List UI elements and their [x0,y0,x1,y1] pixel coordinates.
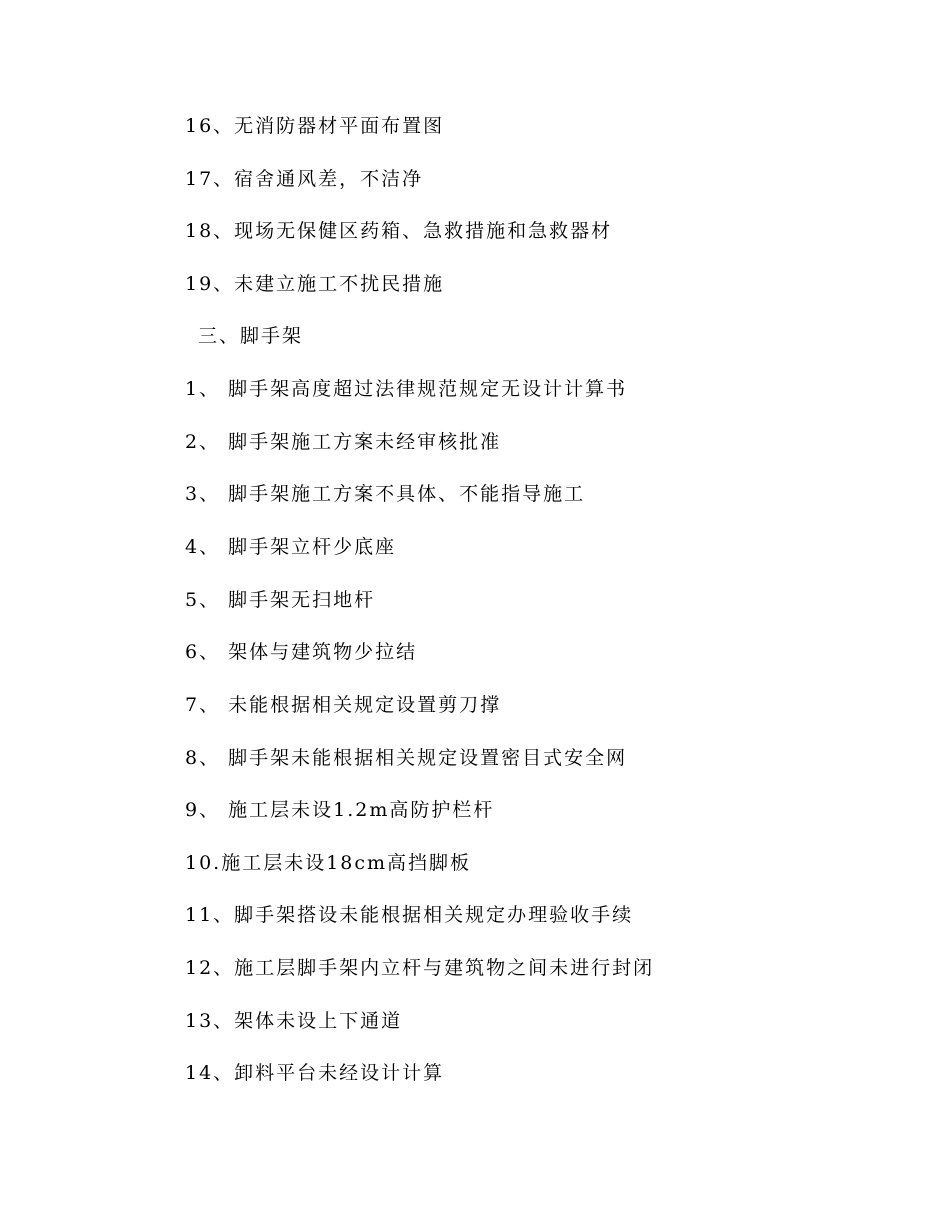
list-item-7: 7、 未能根据相关规定设置剪刀撑 [185,694,502,716]
list-item-9: 9、 施工层未设1.2m高防护栏杆 [185,799,495,821]
list-item-10: 10.施工层未设18cm高挡脚板 [185,852,472,874]
list-item-4: 4、 脚手架立杆少底座 [185,536,397,558]
list-item-18: 18、现场无保健区药箱、急救措施和急救器材 [185,220,613,242]
list-item-13: 13、架体未设上下通道 [185,1010,403,1032]
list-item-8: 8、 脚手架未能根据相关规定设置密目式安全网 [185,747,628,769]
section-heading-scaffolding: 三、脚手架 [198,325,304,347]
list-item-11: 11、脚手架搭设未能根据相关规定办理验收手续 [185,904,634,926]
list-item-16: 16、无消防器材平面布置图 [185,115,445,137]
list-item-5: 5、 脚手架无扫地杆 [185,589,376,611]
list-item-12: 12、施工层脚手架内立杆与建筑物之间未进行封闭 [185,957,655,979]
list-item-6: 6、 架体与建筑物少拉结 [185,641,418,663]
list-item-1: 1、 脚手架高度超过法律规范规定无设计计算书 [185,378,628,400]
list-item-19: 19、未建立施工不扰民措施 [185,273,445,295]
list-item-17: 17、宿舍通风差，不洁净 [185,168,424,190]
list-item-14: 14、卸料平台未经设计计算 [185,1062,445,1084]
list-item-3: 3、 脚手架施工方案不具体、不能指导施工 [185,483,586,505]
list-item-2: 2、 脚手架施工方案未经审核批准 [185,431,502,453]
